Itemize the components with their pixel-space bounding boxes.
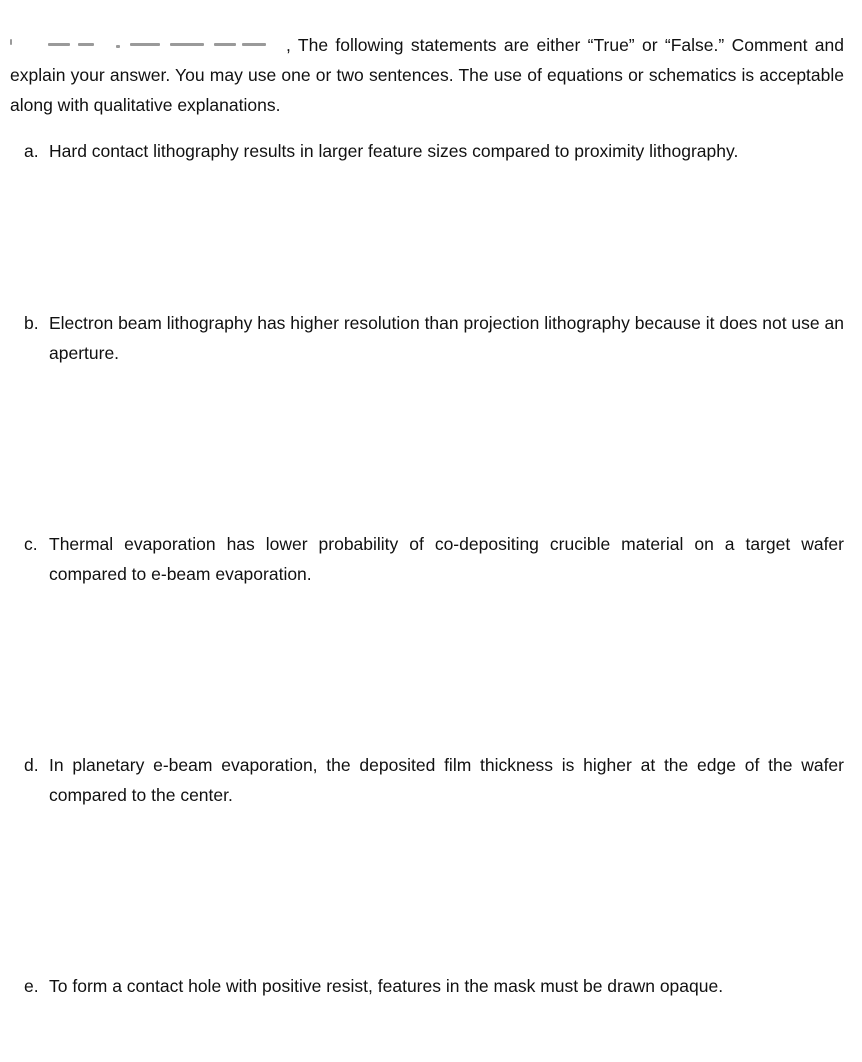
question-a: [24, 136, 844, 166]
question-a-text: Hard contact lithography results in larger feature sizes compared to proximity lithography.: [49, 141, 739, 161]
question-c-letter: c.: [24, 534, 38, 554]
question-d-letter: d.: [24, 755, 39, 775]
question-c-text: Thermal evaporation has lower probability of co-depositing crucible material on a target wafer compared to e-beam evaporation.: [49, 534, 844, 584]
instructions-text: The following statements are either “True” or “False.” Comment and explain your answer. You may use one or two sentences. The use of equations or schematics is acceptable along with qualitative explanations.: [10, 35, 844, 115]
cropped-header-remnant: [10, 39, 286, 53]
instructions-lead-glyph: ,: [286, 35, 291, 55]
question-a-letter: a.: [24, 141, 39, 161]
question-e-letter: e.: [24, 976, 39, 996]
instructions-paragraph: [10, 30, 844, 120]
question-b-text: Electron beam lithography has higher resolution than projection lithography because it does not use an aperture.: [49, 313, 844, 363]
question-d-text: In planetary e-beam evaporation, the deposited film thickness is higher at the edge of the wafer compared to the center.: [49, 755, 844, 805]
question-e-text: To form a contact hole with positive resist, features in the mask must be drawn opaque.: [49, 976, 724, 996]
question-e: [24, 971, 844, 1001]
question-b: [24, 308, 844, 368]
question-b-letter: b.: [24, 313, 39, 333]
question-c: [24, 529, 844, 589]
question-d: [24, 750, 844, 810]
